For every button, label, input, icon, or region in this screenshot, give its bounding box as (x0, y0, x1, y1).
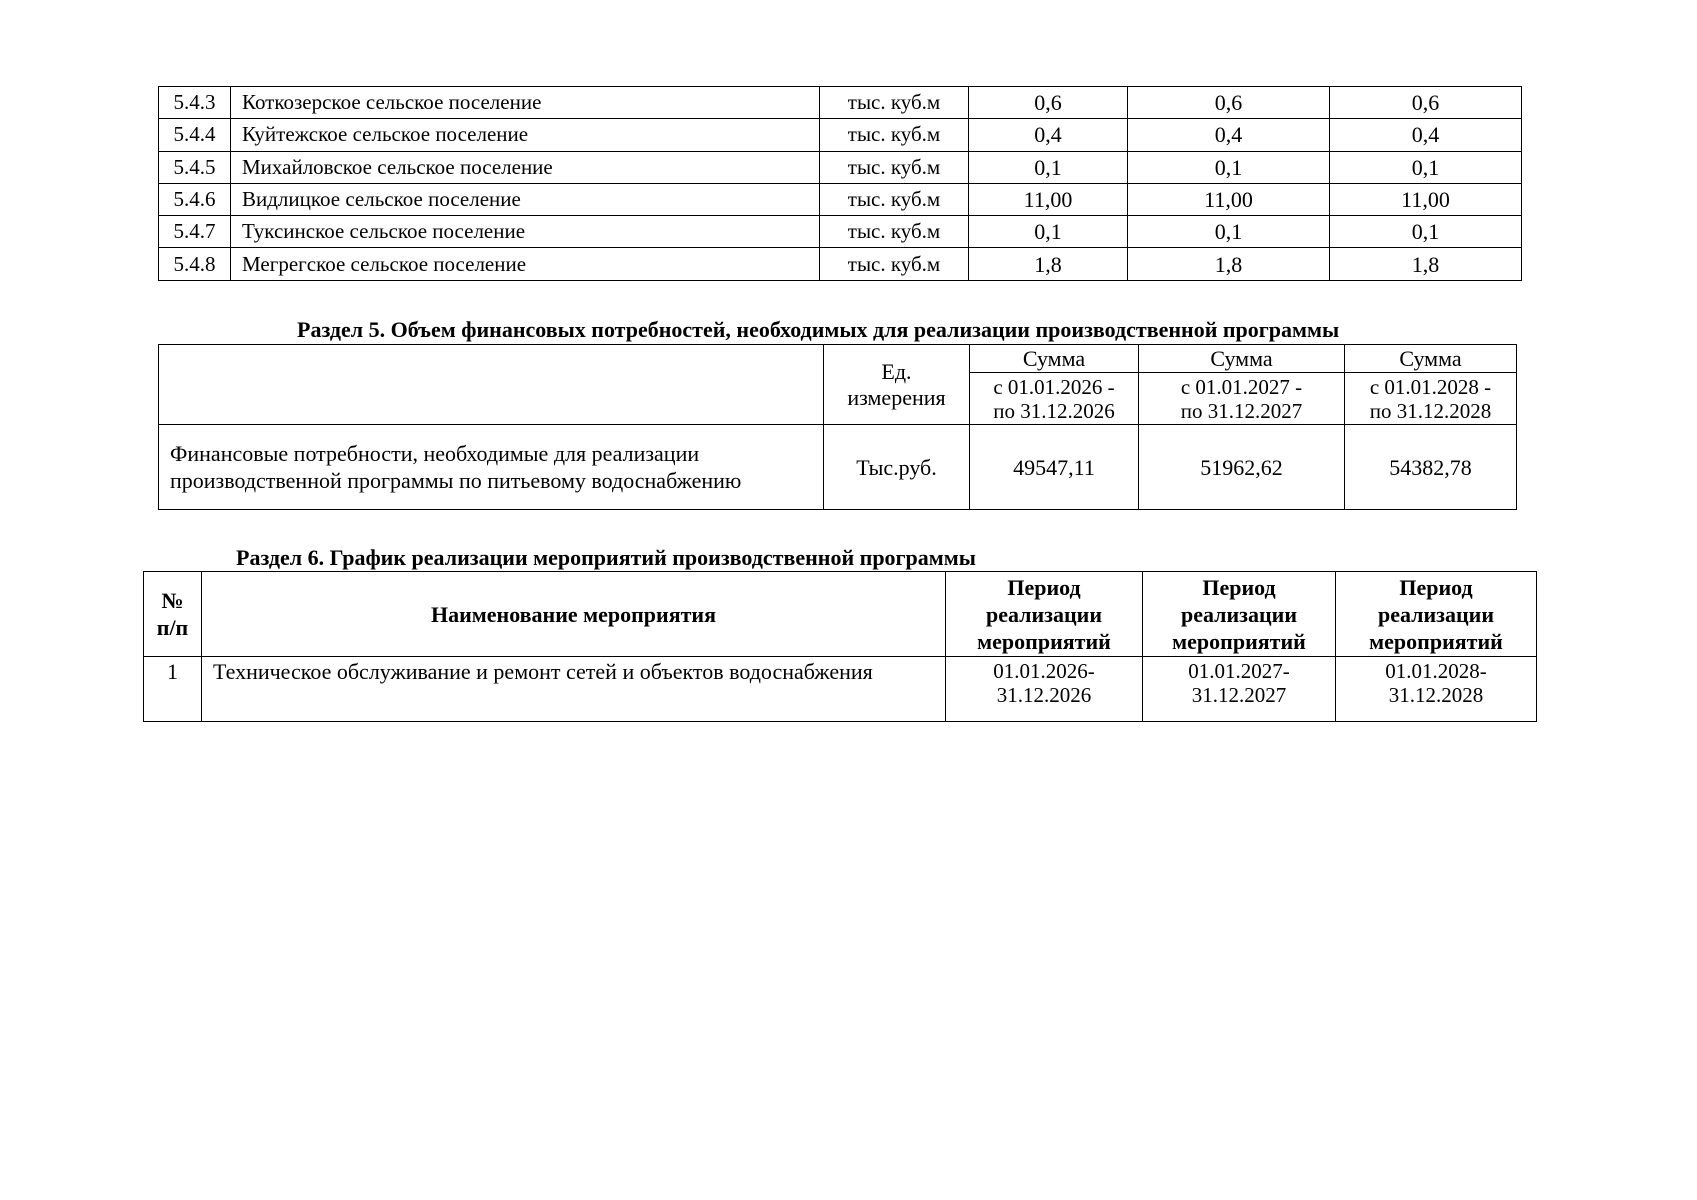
value-2026: 0,1 (969, 216, 1128, 248)
table-row (159, 425, 1517, 510)
value-2028: 11,00 (1330, 183, 1522, 215)
value-2027: 11,00 (1128, 183, 1330, 215)
sum-header-2027: Сумма (1139, 345, 1345, 373)
table-row (159, 87, 1522, 119)
value-2026: 0,1 (969, 151, 1128, 183)
value-2028: 0,1 (1330, 216, 1522, 248)
value-2027: 0,6 (1128, 87, 1330, 119)
row-number: 5.4.6 (159, 183, 231, 215)
table-row (159, 248, 1522, 280)
value-2028: 0,4 (1330, 119, 1522, 151)
unit-cell: тыс. куб.м (820, 151, 969, 183)
value-2027: 0,4 (1128, 119, 1330, 151)
activity-name: Техническое обслуживание и ремонт сетей и объектов водоснабжения (202, 657, 946, 722)
sum-header-2026: Сумма (970, 345, 1139, 373)
row-number: 5.4.8 (159, 248, 231, 280)
period-header-2027: Период реализации мероприятий (1143, 572, 1336, 657)
period-2027: 01.01.2027- 31.12.2027 (1143, 657, 1336, 722)
period-header-2028: Период реализации мероприятий (1336, 572, 1537, 657)
unit-cell: Тыс.руб. (824, 425, 970, 510)
sum-2028: 54382,78 (1345, 425, 1517, 510)
unit-header: Ед. измерения (824, 345, 970, 425)
section-5-title: Раздел 5. Объем финансовых потребностей, необходимых для реализации производственной программы (297, 317, 1340, 342)
period-header-2028: с 01.01.2028 - по 31.12.2028 (1345, 373, 1517, 425)
section-6-title: Раздел 6. График реализации мероприятий производственной программы (236, 545, 976, 570)
header-row (159, 345, 1517, 373)
value-2026: 0,4 (969, 119, 1128, 151)
sum-2026: 49547,11 (970, 425, 1139, 510)
period-header-2027: с 01.01.2027 - по 31.12.2027 (1139, 373, 1345, 425)
number-header: № п/п (144, 572, 202, 657)
financial-needs-label: Финансовые потребности, необходимые для реализации производственной программы по питьевому водоснабжению (159, 425, 824, 510)
unit-cell: тыс. куб.м (820, 183, 969, 215)
value-2027: 0,1 (1128, 216, 1330, 248)
settlement-name: Коткозерское сельское поселение (231, 87, 820, 119)
settlement-name: Туксинское сельское поселение (231, 216, 820, 248)
table-row (159, 119, 1522, 151)
sum-header-2028: Сумма (1345, 345, 1517, 373)
value-2026: 11,00 (969, 183, 1128, 215)
sum-2027: 51962,62 (1139, 425, 1345, 510)
settlement-name: Михайловское сельское поселение (231, 151, 820, 183)
settlement-name: Мегрегское сельское поселение (231, 248, 820, 280)
activity-name-header: Наименование мероприятия (202, 572, 946, 657)
settlement-name: Видлицкое сельское поселение (231, 183, 820, 215)
value-2027: 1,8 (1128, 248, 1330, 280)
value-2026: 0,6 (969, 87, 1128, 119)
table-row (159, 216, 1522, 248)
header-row (144, 572, 1537, 657)
unit-cell: тыс. куб.м (820, 216, 969, 248)
table-row (144, 657, 1537, 722)
row-number: 5.4.3 (159, 87, 231, 119)
value-2028: 0,1 (1330, 151, 1522, 183)
table-row (159, 151, 1522, 183)
unit-cell: тыс. куб.м (820, 248, 969, 280)
period-header-2026: Период реализации мероприятий (946, 572, 1143, 657)
unit-cell: тыс. куб.м (820, 87, 969, 119)
value-2026: 1,8 (969, 248, 1128, 280)
row-number: 1 (144, 657, 202, 722)
period-2028: 01.01.2028- 31.12.2028 (1336, 657, 1537, 722)
period-header-2026: с 01.01.2026 - по 31.12.2026 (970, 373, 1139, 425)
empty-header-cell (159, 345, 824, 425)
value-2028: 0,6 (1330, 87, 1522, 119)
settlement-name: Куйтежское сельское поселение (231, 119, 820, 151)
schedule-table (143, 571, 1537, 722)
value-2028: 1,8 (1330, 248, 1522, 280)
period-2026: 01.01.2026- 31.12.2026 (946, 657, 1143, 722)
table-row (159, 183, 1522, 215)
value-2027: 0,1 (1128, 151, 1330, 183)
row-number: 5.4.5 (159, 151, 231, 183)
unit-cell: тыс. куб.м (820, 119, 969, 151)
row-number: 5.4.4 (159, 119, 231, 151)
financial-needs-table (158, 344, 1517, 510)
row-number: 5.4.7 (159, 216, 231, 248)
volumes-table (158, 86, 1522, 281)
